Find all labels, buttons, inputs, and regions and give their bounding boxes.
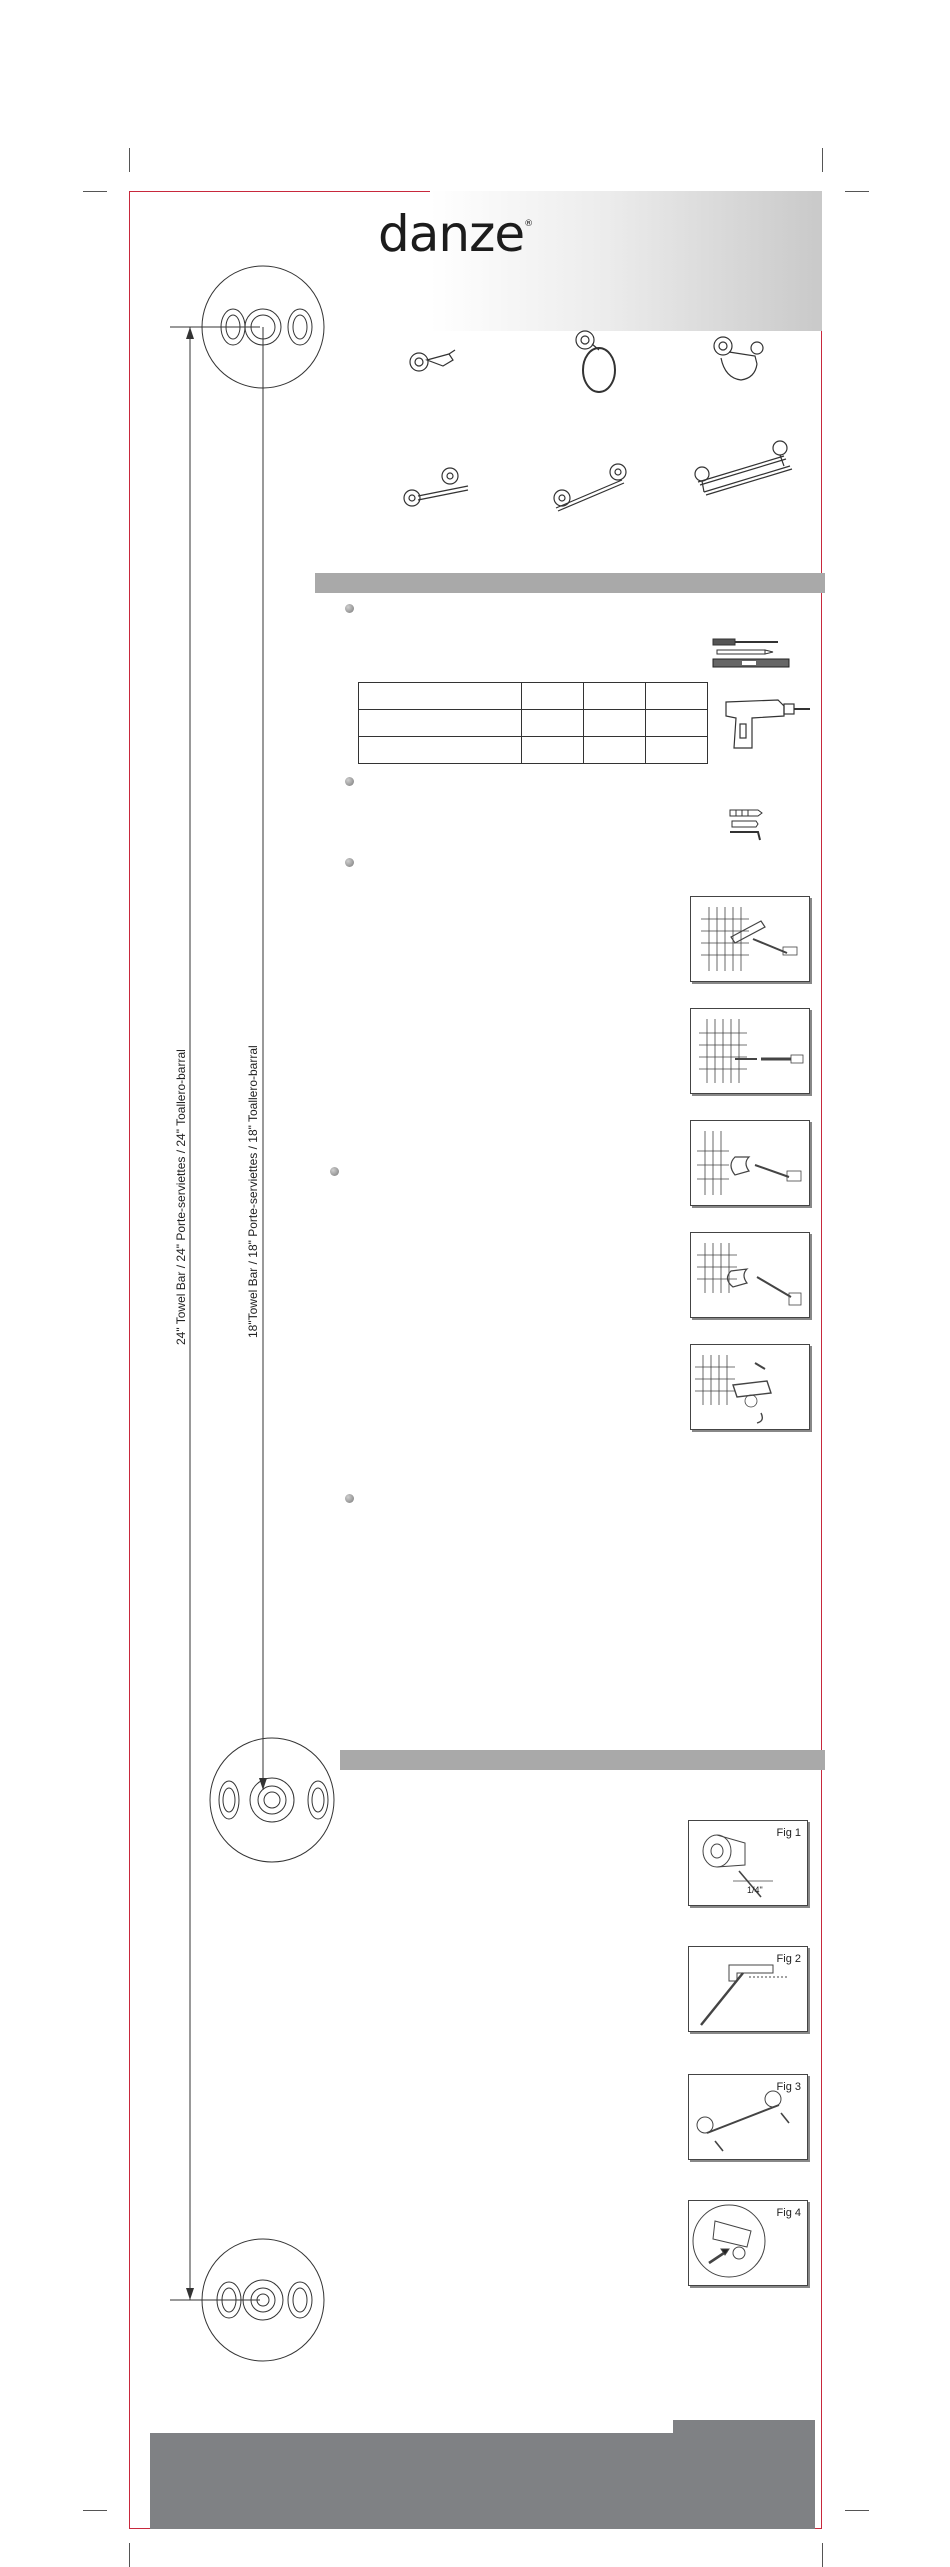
wall-anchor-drawing bbox=[691, 1121, 809, 1205]
tool-screwdriver-icon bbox=[712, 636, 782, 648]
fig-label: Fig 1 bbox=[776, 1827, 801, 1839]
bullet bbox=[345, 777, 354, 786]
wall-anchor-drawing bbox=[691, 1009, 809, 1093]
assembly-fig-3 bbox=[688, 2074, 808, 2160]
product-towel-bar-double bbox=[690, 434, 800, 504]
product-towel-ring bbox=[565, 328, 625, 398]
bullet bbox=[345, 1494, 354, 1503]
product-tissue-holder bbox=[705, 334, 775, 394]
install-figure-1 bbox=[690, 896, 810, 982]
product-towel-bar-single bbox=[548, 458, 638, 518]
wall-anchor-drawing bbox=[691, 1345, 809, 1429]
tool-drill-icon bbox=[722, 692, 812, 752]
install-figure-5 bbox=[690, 1344, 810, 1430]
fig-label: Fig 2 bbox=[776, 1953, 801, 1965]
install-figure-3 bbox=[690, 1120, 810, 1206]
bullet bbox=[345, 604, 354, 613]
assembly-fig-2 bbox=[688, 1946, 808, 2032]
tool-level-icon bbox=[712, 657, 790, 669]
bullet bbox=[330, 1167, 339, 1176]
tool-anchors-icon bbox=[728, 804, 764, 830]
wall-anchor-drawing bbox=[691, 1233, 809, 1317]
footer-bar bbox=[150, 2433, 815, 2529]
assembly-fig-4 bbox=[688, 2200, 808, 2286]
tool-pencil-icon bbox=[716, 648, 776, 656]
install-figure-2 bbox=[690, 1008, 810, 1094]
section-bar-assembly bbox=[340, 1750, 825, 1770]
product-tissue-holder-euro bbox=[400, 458, 480, 518]
fig-label: Fig 3 bbox=[776, 2081, 801, 2093]
bullet bbox=[345, 858, 354, 867]
fig-label: Fig 4 bbox=[776, 2207, 801, 2219]
tool-hex-key-icon bbox=[728, 828, 764, 842]
section-bar-installation bbox=[315, 573, 825, 593]
brand-logo: danze® bbox=[378, 205, 533, 263]
label-24in-towel-bar: 24" Towel Bar / 24" Porte-serviettes / 24" Toallero-barral bbox=[174, 1049, 188, 1345]
product-robe-hook bbox=[405, 340, 465, 380]
fig-1-dimension: 1/4" bbox=[747, 1885, 763, 1895]
assembly-fig-1 bbox=[688, 1820, 808, 1906]
spec-table bbox=[358, 682, 708, 764]
wall-anchor-drawing bbox=[691, 897, 809, 981]
install-figure-4 bbox=[690, 1232, 810, 1318]
label-18in-towel-bar: 18"Towel Bar / 18" Porte-serviettes / 18" Toallero-barral bbox=[246, 1045, 260, 1338]
